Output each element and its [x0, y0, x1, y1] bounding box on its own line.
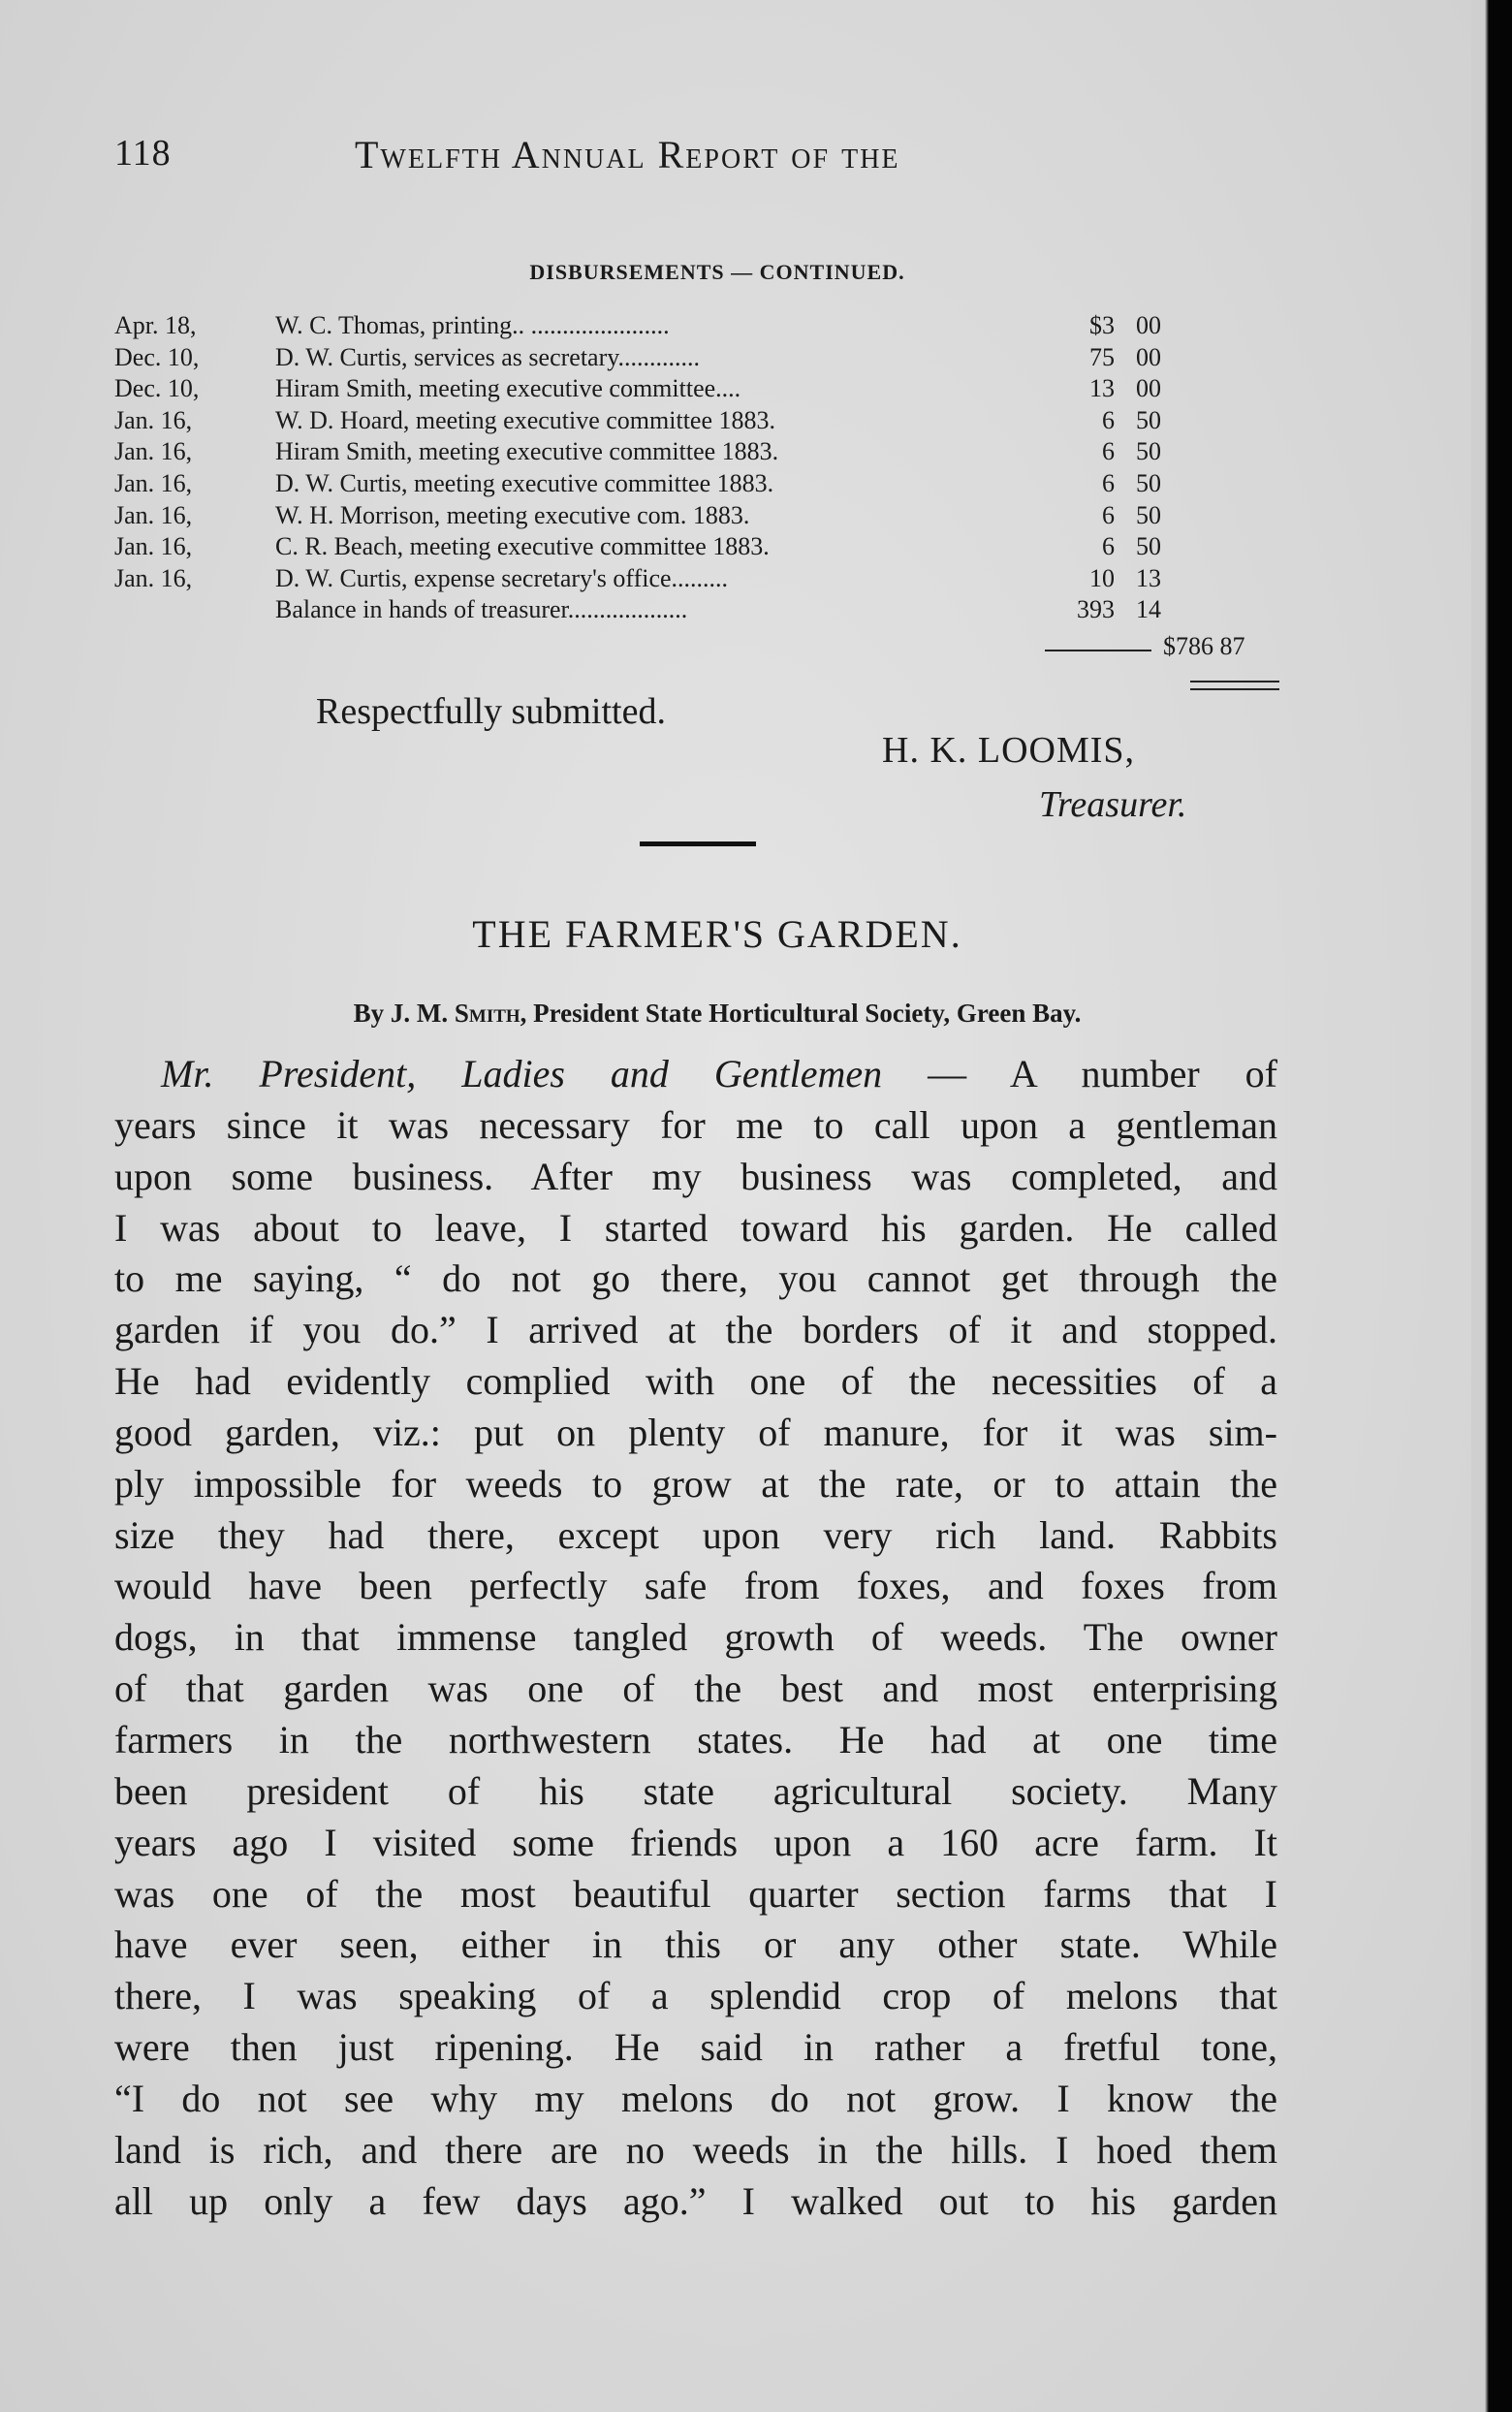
total-dollars: $786: [1163, 632, 1213, 660]
ledger-row-balance: [114, 594, 1277, 626]
ledger-dollars: 6: [1102, 500, 1115, 529]
body-line: years since it was necessary for me to call upon a gentleman: [114, 1102, 1277, 1147]
ledger-row: [114, 531, 1277, 563]
body-line: farmers in the northwestern states. He had at one time: [114, 1717, 1277, 1761]
closing-respectfully: Respectfully submitted.: [316, 691, 666, 732]
ledger-cents: 14: [1136, 595, 1161, 624]
ledger-cents: 50: [1136, 405, 1161, 434]
ledger-dollars: 6: [1102, 405, 1115, 434]
ledger-description: D. W. Curtis, meeting executive committee 1883.: [275, 468, 774, 497]
ledger-description: Hiram Smith, meeting executive committee....: [275, 374, 741, 403]
ledger-row: [114, 468, 1277, 500]
total-double-rule: [1190, 681, 1279, 690]
running-title: Twelfth Annual Report of the: [355, 133, 900, 176]
body-line: size they had there, except upon very rich land. Rabbits: [114, 1512, 1277, 1557]
running-header: [114, 132, 1277, 190]
article-body: [114, 1049, 1277, 2227]
ledger-description: C. R. Beach, meeting executive committee 1883.: [275, 532, 770, 561]
ledger-description: D. W. Curtis, services as secretary.............: [275, 342, 701, 371]
ledger-cents: 00: [1136, 311, 1161, 339]
body-line: of that garden was one of the best and most enterprising: [114, 1666, 1277, 1711]
ledger-description: Balance in hands of treasurer...................: [275, 595, 688, 624]
section-subheading: DISBURSEMENTS — CONTINUED.: [529, 260, 905, 284]
salutation: Mr. President, Ladies and Gentlemen: [161, 1052, 883, 1095]
ledger-dollars: $3: [1089, 311, 1115, 339]
ledger-row: [114, 405, 1277, 437]
body-line: was one of the most beautiful quarter section farms that I: [114, 1871, 1277, 1916]
first-line-rest: — A number of: [928, 1052, 1277, 1095]
body-line: to me saying, “ do not go there, you cannot get through the: [114, 1256, 1277, 1301]
ledger-date: Jan. 16,: [114, 563, 193, 592]
body-line: dogs, in that immense tangled growth of weeds. The owner: [114, 1615, 1277, 1660]
body-line: He had evidently complied with one of the necessities of a: [114, 1359, 1277, 1404]
body-line: have ever seen, either in this or any other state. While: [114, 1922, 1277, 1967]
ledger-description: W. H. Morrison, meeting executive com. 1883.: [275, 500, 750, 529]
article-title: THE FARMER'S GARDEN.: [472, 912, 962, 956]
ledger-cents: 00: [1136, 374, 1161, 403]
body-line: [114, 1049, 1277, 1100]
body-line: ply impossible for weeds to grow at the rate, or to attain the: [114, 1461, 1277, 1506]
total-cents: 87: [1219, 632, 1245, 660]
ledger-dollars: 10: [1089, 563, 1115, 592]
ledger-cents: 00: [1136, 342, 1161, 371]
ledger-row: [114, 342, 1277, 374]
ledger-date: Dec. 10,: [114, 374, 200, 403]
body-line: were then just ripening. He said in rather a fretful tone,: [114, 2025, 1277, 2070]
body-line: all up only a few days ago.” I walked out to his garden: [114, 2178, 1277, 2223]
ledger-date: Jan. 16,: [114, 468, 193, 497]
body-line: garden if you do.” I arrived at the borders of it and stopped.: [114, 1308, 1277, 1352]
ledger-dollars: 75: [1089, 342, 1115, 371]
ledger-description: W. C. Thomas, printing.. ......................: [275, 311, 670, 339]
ledger-dollars: 393: [1077, 595, 1115, 624]
byline-name: Smith: [454, 999, 520, 1028]
ledger-description: D. W. Curtis, expense secretary's office.........: [275, 563, 729, 592]
body-line: would have been perfectly safe from foxes, and foxes from: [114, 1564, 1277, 1608]
ledger-date: Apr. 18,: [114, 311, 197, 339]
body-line: I was about to leave, I started toward his garden. He called: [114, 1205, 1277, 1250]
total-dash-rule: [1045, 650, 1151, 651]
ledger-date: Jan. 16,: [114, 405, 193, 434]
ledger-description: Hiram Smith, meeting executive committee 1883.: [275, 437, 779, 466]
body-line: good garden, viz.: put on plenty of manure, for it was sim-: [114, 1410, 1277, 1454]
body-line: upon some business. After my business was completed, and: [114, 1154, 1277, 1198]
ledger-row: [114, 436, 1277, 468]
section-divider: [640, 841, 756, 846]
disbursement-ledger: [114, 310, 1277, 626]
ledger-dollars: 6: [1102, 437, 1115, 466]
ledger-cents: 13: [1136, 563, 1161, 592]
ledger-date: Dec. 10,: [114, 342, 200, 371]
signer-role: Treasurer.: [1039, 784, 1187, 825]
ledger-row: [114, 500, 1277, 532]
ledger-cents: 50: [1136, 468, 1161, 497]
ledger-date: Jan. 16,: [114, 437, 193, 466]
body-line: been president of his state agricultural society. Many: [114, 1768, 1277, 1813]
ledger-total: [1163, 632, 1245, 661]
ledger-cents: 50: [1136, 532, 1161, 561]
body-line: years ago I visited some friends upon a 160 acre farm. It: [114, 1820, 1277, 1864]
article-byline: [0, 999, 1434, 1029]
ledger-dollars: 13: [1089, 374, 1115, 403]
body-line: “I do not see why my melons do not grow. I know the: [114, 2076, 1277, 2120]
ledger-cents: 50: [1136, 500, 1161, 529]
byline-prefix: By J. M.: [353, 999, 449, 1028]
ledger-dollars: 6: [1102, 532, 1115, 561]
ledger-row: [114, 563, 1277, 595]
page-number: 118: [114, 133, 172, 174]
ledger-row: [114, 310, 1277, 342]
ledger-description: W. D. Hoard, meeting executive committee 1883.: [275, 405, 776, 434]
ledger-date: Jan. 16,: [114, 532, 193, 561]
ledger-dollars: 6: [1102, 468, 1115, 497]
ledger-date: Jan. 16,: [114, 500, 193, 529]
body-line: there, I was speaking of a splendid crop of melons that: [114, 1974, 1277, 2018]
signer-name: H. K. LOOMIS,: [882, 730, 1136, 771]
body-line: land is rich, and there are no weeds in the hills. I hoed them: [114, 2127, 1277, 2172]
ledger-row: [114, 373, 1277, 405]
byline-suffix: , President State Horticultural Society, Green Bay.: [520, 999, 1082, 1028]
ledger-cents: 50: [1136, 437, 1161, 466]
book-spine-edge: [1471, 0, 1512, 2412]
